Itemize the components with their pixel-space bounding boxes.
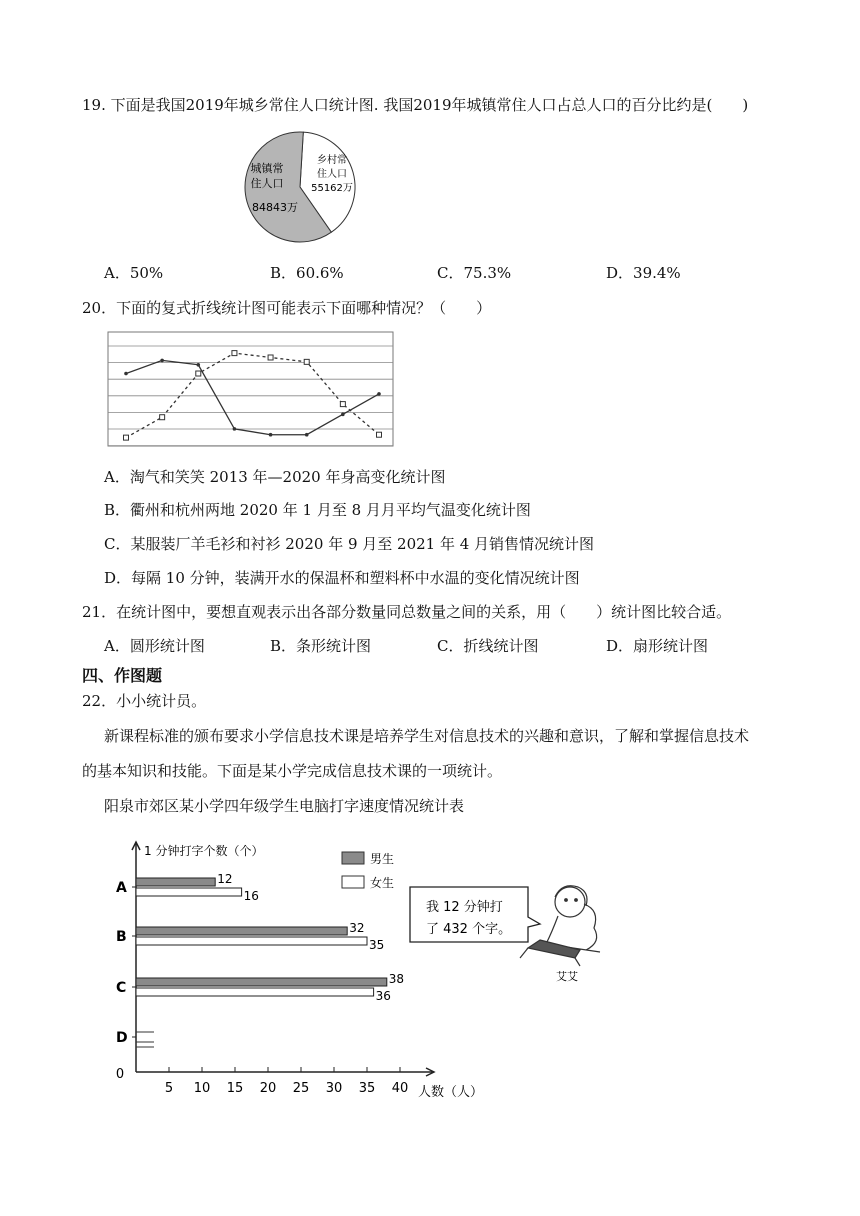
q21-option-c[interactable]: C．折线统计图 bbox=[437, 637, 539, 655]
q22-caption: 阳泉市郊区某小学四年级学生电脑打字速度情况统计表 bbox=[104, 797, 465, 815]
bar-C-boys bbox=[136, 978, 387, 986]
speech-line-2: 了 432 个字。 bbox=[426, 922, 512, 937]
q19-option-b[interactable]: B．60.6% bbox=[270, 264, 344, 282]
line-point bbox=[160, 359, 164, 363]
pie-rural-label-1: 乡村常 bbox=[317, 155, 347, 166]
bar-category-label: D bbox=[116, 1030, 128, 1046]
line-point bbox=[341, 413, 345, 417]
line-point bbox=[124, 435, 129, 440]
bar-chart-ylabel: 1 分钟打字个数（个） bbox=[144, 844, 264, 858]
bar-B-boys bbox=[136, 927, 347, 935]
bar-A-girls bbox=[136, 888, 242, 896]
legend-swatch-boys bbox=[342, 852, 364, 864]
pie-rural-value: 55162万 bbox=[311, 183, 353, 194]
bar-x-tick-label: 35 bbox=[358, 1081, 376, 1096]
bar-x-tick-label: 30 bbox=[325, 1081, 343, 1096]
bar-data-label: 12 bbox=[217, 872, 233, 886]
q21-option-b[interactable]: B．条形统计图 bbox=[270, 637, 372, 655]
bar-x-tick-label: 10 bbox=[193, 1081, 211, 1096]
pie-urban-label-2: 住人口 bbox=[250, 177, 284, 190]
line-point bbox=[160, 415, 165, 420]
line-point bbox=[196, 371, 201, 376]
q20-option-a[interactable]: A．淘气和笑笑 2013 年—2020 年身高变化统计图 bbox=[104, 468, 446, 486]
q20-option-b[interactable]: B．衢州和杭州两地 2020 年 1 月至 8 月月平均气温变化统计图 bbox=[104, 501, 531, 519]
q22-text: 22．小小统计员。 bbox=[82, 692, 207, 710]
bar-data-label: 16 bbox=[243, 889, 259, 903]
line-point bbox=[268, 355, 273, 360]
line-point bbox=[304, 359, 309, 364]
line-point bbox=[305, 433, 309, 437]
q22-paragraph-line-2: 的基本知识和技能。下面是某小学完成信息技术课的一项统计。 bbox=[82, 762, 503, 780]
character-name: 艾艾 bbox=[556, 970, 578, 983]
bar-data-label: 38 bbox=[388, 972, 405, 986]
bar-x-tick-label: 15 bbox=[226, 1081, 244, 1096]
line-point bbox=[377, 392, 381, 396]
q21-option-d[interactable]: D．扇形统计图 bbox=[606, 637, 709, 655]
q21-text: 21．在统计图中，要想直观表示出各部分数量同总数量之间的关系，用（ ）统计图比较合适。 bbox=[82, 603, 732, 621]
line-point bbox=[377, 432, 382, 437]
bar-x-tick-label: 5 bbox=[164, 1081, 174, 1096]
bar-x-tick-label: 40 bbox=[391, 1081, 409, 1096]
bar-category-label: B bbox=[116, 929, 127, 945]
line-point bbox=[196, 363, 200, 367]
line-point bbox=[233, 427, 237, 431]
line-point bbox=[340, 402, 345, 407]
q22-paragraph-line-1: 新课程标准的颁布要求小学信息技术课是培养学生对信息技术的兴趣和意识，了解和掌握信息技术 bbox=[104, 727, 750, 745]
q20-option-c[interactable]: C．某服装厂羊毛衫和衬衫 2020 年 9 月至 2021 年 4 月销售情况统计图 bbox=[104, 535, 595, 553]
q19-option-a[interactable]: A．50% bbox=[104, 264, 164, 282]
pie-urban-label-1: 城镇常 bbox=[250, 162, 284, 175]
bar-category-label: A bbox=[116, 880, 127, 896]
legend-swatch-girls bbox=[342, 876, 364, 888]
bar-x-tick-label: 20 bbox=[259, 1081, 277, 1096]
bar-chart-xlabel: 人数（人） bbox=[418, 1085, 484, 1100]
q19-pie-chart bbox=[240, 130, 360, 245]
q20-option-d[interactable]: D．每隔 10 分钟，装满开水的保温杯和塑料杯中水温的变化情况统计图 bbox=[104, 569, 580, 587]
line-point bbox=[124, 372, 128, 376]
bar-C-girls bbox=[136, 988, 374, 996]
line-point bbox=[232, 351, 237, 356]
pie-urban-value: 84843万 bbox=[252, 201, 298, 214]
section-title: 四、作图题 bbox=[82, 666, 163, 685]
q22-bar-chart bbox=[100, 832, 620, 1112]
line-point bbox=[269, 433, 273, 437]
q19-option-c[interactable]: C．75.3% bbox=[437, 264, 512, 282]
bar-category-label: C bbox=[116, 980, 127, 996]
bar-B-girls bbox=[136, 937, 367, 945]
q20-line-chart bbox=[104, 330, 396, 450]
legend-label-girls: 女生 bbox=[370, 876, 395, 890]
q21-option-a[interactable]: A．圆形统计图 bbox=[104, 637, 205, 655]
bar-x-tick-label: 0 bbox=[115, 1067, 125, 1082]
legend-label-boys: 男生 bbox=[370, 852, 395, 866]
q19-text: 19. 下面是我国2019年城乡常住人口统计图. 我国2019年城镇常住人口占总人口的百分比约是( ) bbox=[82, 96, 749, 114]
q19-option-d[interactable]: D．39.4% bbox=[606, 264, 681, 282]
pie-rural-label-2: 住人口 bbox=[317, 169, 347, 180]
q20-text: 20．下面的复式折线统计图可能表示下面哪种情况？（ ） bbox=[82, 299, 492, 317]
bar-data-label: 36 bbox=[375, 989, 391, 1003]
bar-A-boys bbox=[136, 878, 215, 886]
bar-x-tick-label: 25 bbox=[292, 1081, 310, 1096]
speech-line-1: 我 12 分钟打 bbox=[426, 900, 503, 915]
bar-data-label: 35 bbox=[369, 938, 385, 952]
bar-data-label: 32 bbox=[349, 921, 365, 935]
